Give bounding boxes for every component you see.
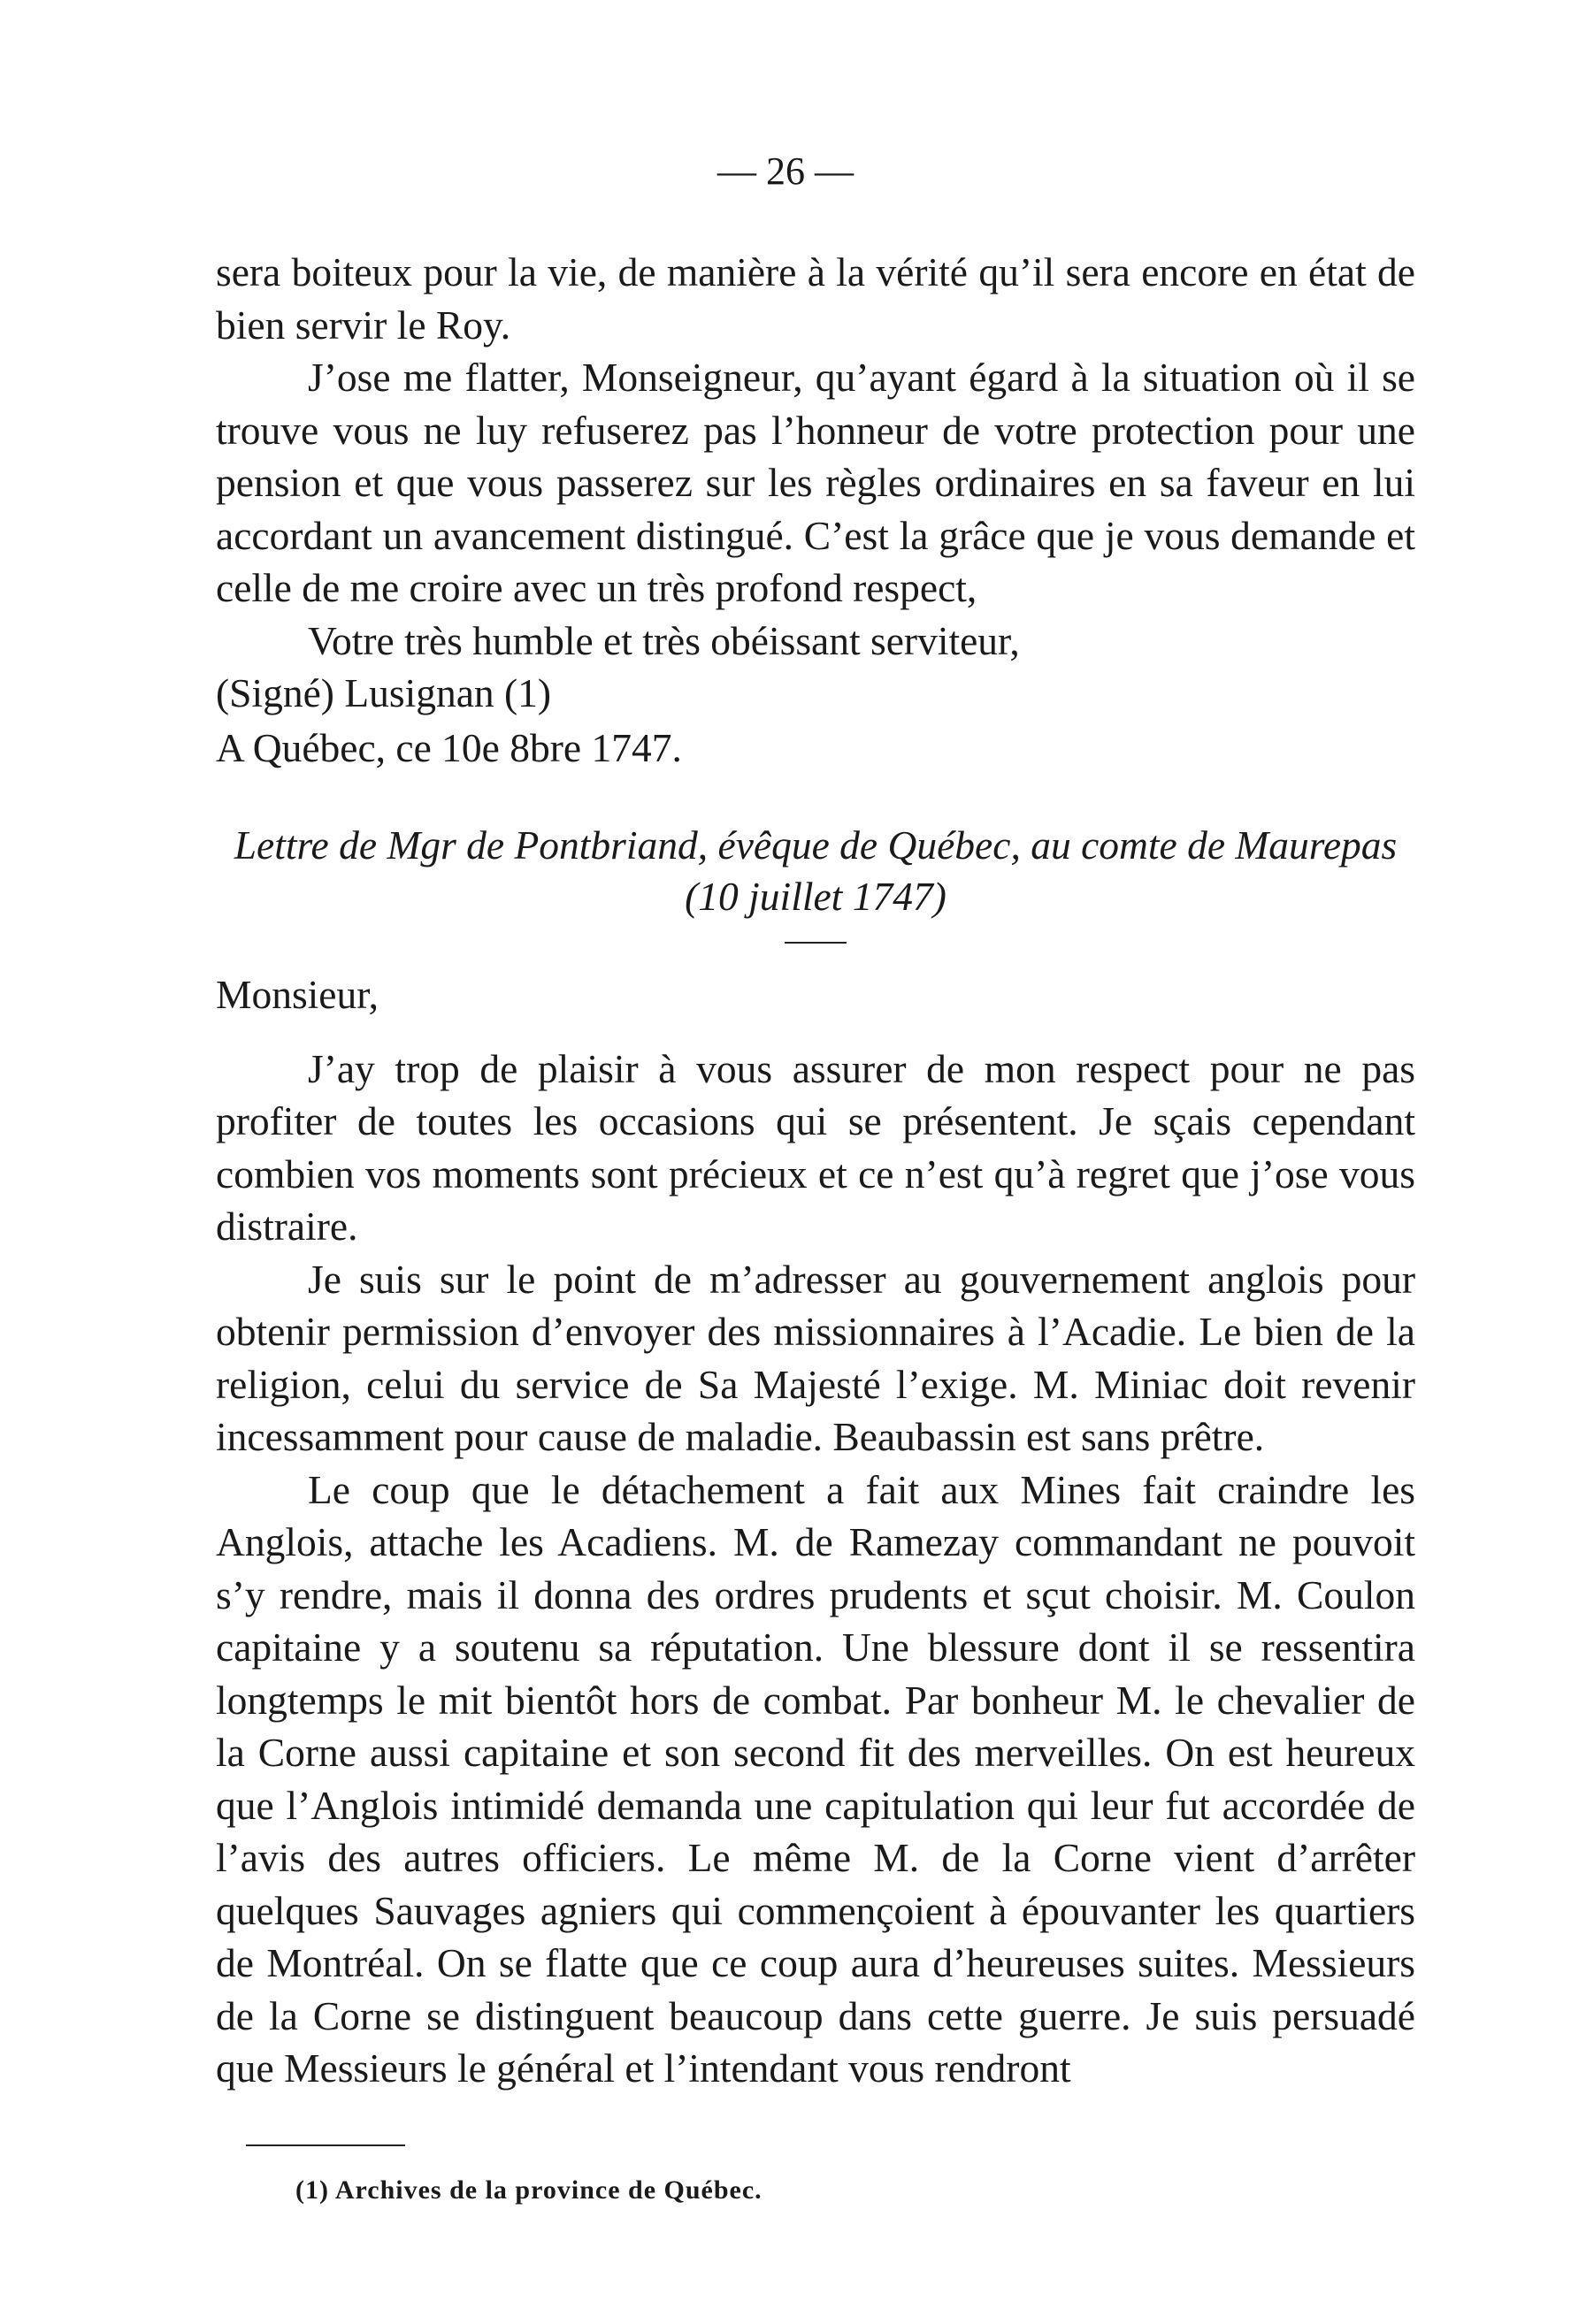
paragraph: sera boiteux pour la vie, de manière à la vérité qu’il sera encore en état de bien servir le Roy.	[216, 249, 1415, 348]
paragraph: J’ose me flatter, Monseigneur, qu’ayant égard à la situation où il se trouve vous ne luy refuserez pas l’honneur de votre protection pour une pension et que vous passerez sur les règles ordinaires en sa faveur en lui accordant un avancement distingué. C’est la grâce que je vous demande et celle de me croire avec un très profond respect,	[216, 355, 1415, 610]
salutation: Monsieur,	[216, 972, 379, 1017]
letter-title: Lettre de Mgr de Pontbriand, évêque de Québec, au comte de Maurepas (10 juillet 1747)	[234, 822, 1398, 919]
title-divider	[785, 942, 847, 944]
main-text	[216, 246, 1415, 2095]
letter-closing: Votre très humble et très obéissant serviteur,	[308, 617, 1020, 663]
signature: (Signé) Lusignan (1)	[216, 670, 552, 715]
dateline: A Québec, ce 10e 8bre 1747.	[216, 724, 682, 770]
paragraph: Le coup que le détachement a fait aux Mines fait craindre les Anglois, attache les Acadiens. M. de Ramezay commandant ne pouvoit s’y rendre, mais il donna des ordres prudents et sçut choisir. M. Coulon capitaine y a soutenu sa réputation. Une blessure dont il se ressentira longtemps le mit bientôt hors de combat. Par bonheur M. le chevalier de la Corne aussi capitaine et son second fit des merveilles. On est heureux que l’Anglois intimidé demanda une capitulation qui leur fut accordée de l’avis des autres officiers. Le même M. de la Corne vient d’arrêter quelques Sauvages agniers qui commençoient à épouvanter les quartiers de Montréal. On se flatte que ce coup aura d’heureuses suites. Messieurs de la Corne se distinguent beaucoup dans cette guerre. Je suis persuadé que Messieurs le général et l’intendant vous rendront	[216, 1466, 1415, 2091]
paragraph: J’ay trop de plaisir à vous assurer de mon respect pour ne pas profiter de toutes les occasions qui se présentent. Je sçais cependant combien vos moments sont précieux et ce n’est qu’à regret que j’ose vous distraire.	[216, 1045, 1415, 1249]
footnote-rule	[246, 2144, 405, 2146]
paragraph: Je suis sur le point de m’adresser au gouvernement anglois pour obtenir permission d’envoyer des missionnaires à l’Acadie. Le bien de la religion, celui du service de Sa Majesté l’exige. M. Miniac doit revenir incessamment pour cause de maladie. Beaubassin est sans prêtre.	[216, 1256, 1415, 1459]
page-number: — 26 —	[717, 149, 854, 193]
footnote: (1) Archives de la province de Québec.	[295, 2175, 763, 2205]
